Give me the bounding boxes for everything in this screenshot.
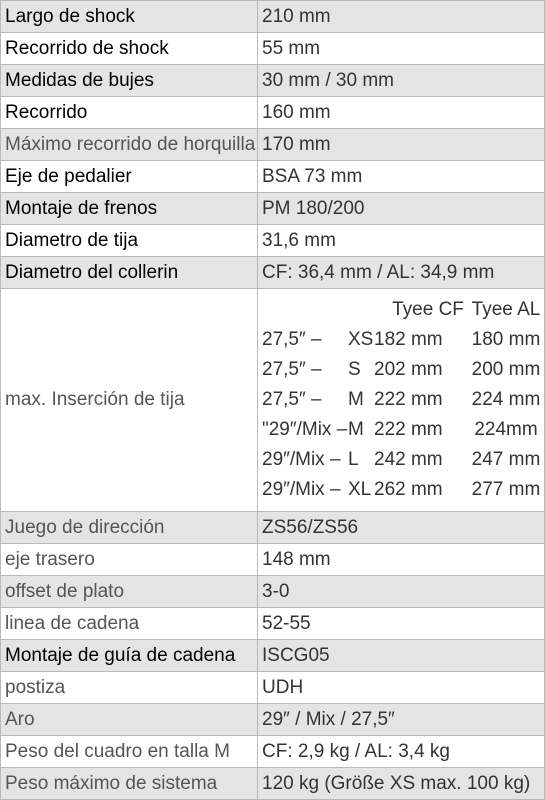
table-row xyxy=(1,544,545,576)
spec-label: Eje de pedalier xyxy=(1,161,258,193)
al-value: 224mm xyxy=(474,419,538,440)
spec-label: Peso máximo de sistema xyxy=(1,768,258,800)
spec-value: ZS56/ZS56 xyxy=(258,512,545,544)
table-row xyxy=(1,640,545,672)
spec-label: Diametro del collerin xyxy=(1,257,258,289)
al-value: 200 mm xyxy=(471,359,541,380)
spec-label: postiza xyxy=(1,672,258,704)
spec-value: 120 kg (Größe XS max. 100 kg) xyxy=(258,768,545,800)
spec-value: 3-0 xyxy=(258,576,545,608)
insertion-header xyxy=(262,295,544,325)
spec-value: CF: 36,4 mm / AL: 34,9 mm xyxy=(258,257,545,289)
frame-size: M xyxy=(348,419,364,440)
insertion-row xyxy=(262,355,544,385)
cf-value: 182 mm xyxy=(374,329,443,350)
spec-label: Aro xyxy=(1,704,258,736)
table-row xyxy=(1,1,545,33)
insertion-row xyxy=(262,415,544,445)
table-row xyxy=(1,193,545,225)
frame-size: S xyxy=(348,359,361,380)
cf-value: 202 mm xyxy=(374,359,443,380)
spec-label: Montaje de frenos xyxy=(1,193,258,225)
spec-label: eje trasero xyxy=(1,544,258,576)
cf-value: 262 mm xyxy=(374,479,443,500)
wheel-size: 29″/Mix – xyxy=(262,479,341,500)
spec-value: BSA 73 mm xyxy=(258,161,545,193)
spec-label: Largo de shock xyxy=(1,1,258,33)
spec-value: CF: 2,9 kg / AL: 3,4 kg xyxy=(258,736,545,768)
table-row xyxy=(1,672,545,704)
insertion-row xyxy=(262,475,544,505)
al-value: 247 mm xyxy=(471,449,541,470)
spec-label: Juego de dirección xyxy=(1,512,258,544)
table-row xyxy=(1,576,545,608)
table-row xyxy=(1,768,545,800)
table-row xyxy=(1,704,545,736)
table-row xyxy=(1,608,545,640)
table-row xyxy=(1,512,545,544)
al-value: 277 mm xyxy=(471,479,541,500)
insertion-grid xyxy=(262,289,544,511)
spec-value: 31,6 mm xyxy=(258,225,545,257)
spec-value: 29″ / Mix / 27,5″ xyxy=(258,704,545,736)
wheel-size: "29″/Mix – xyxy=(262,419,348,440)
spec-value: 210 mm xyxy=(258,1,545,33)
spec-label: Recorrido xyxy=(1,97,258,129)
spec-label: Montaje de guía de cadena xyxy=(1,640,258,672)
wheel-size: 27,5″ – xyxy=(262,329,322,350)
spec-value: ISCG05 xyxy=(258,640,545,672)
spec-value: UDH xyxy=(258,672,545,704)
header-tyee-al: Tyee AL xyxy=(471,299,541,320)
spec-value: PM 180/200 xyxy=(258,193,545,225)
spec-value: 148 mm xyxy=(258,544,545,576)
table-row xyxy=(1,65,545,97)
cf-value: 242 mm xyxy=(374,449,443,470)
cf-value: 222 mm xyxy=(374,419,443,440)
frame-size: XL xyxy=(348,479,372,500)
spec-value: 52-55 xyxy=(258,608,545,640)
wheel-size: 27,5″ – xyxy=(262,389,322,410)
spec-value: 55 mm xyxy=(258,33,545,65)
table-row-insertion xyxy=(1,289,545,512)
spec-label: offset de plato xyxy=(1,576,258,608)
table-row xyxy=(1,33,545,65)
insertion-row xyxy=(262,445,544,475)
al-value: 224 mm xyxy=(471,389,541,410)
spec-label: Recorrido de shock xyxy=(1,33,258,65)
spec-value: 160 mm xyxy=(258,97,545,129)
spec-label: Medidas de bujes xyxy=(1,65,258,97)
spec-label: Diametro de tija xyxy=(1,225,258,257)
spec-label: Máximo recorrido de horquilla xyxy=(1,129,258,161)
insertion-row xyxy=(262,325,544,355)
frame-size: L xyxy=(348,449,359,470)
wheel-size: 29″/Mix – xyxy=(262,449,341,470)
spec-label: max. Inserción de tija xyxy=(1,289,258,512)
al-value: 180 mm xyxy=(471,329,541,350)
spec-label: linea de cadena xyxy=(1,608,258,640)
spec-label: Peso del cuadro en talla M xyxy=(1,736,258,768)
table-row xyxy=(1,97,545,129)
wheel-size: 27,5″ – xyxy=(262,359,322,380)
insertion-row xyxy=(262,385,544,415)
header-tyee-cf: Tyee CF xyxy=(392,299,464,320)
table-row xyxy=(1,225,545,257)
table-row xyxy=(1,129,545,161)
frame-size: M xyxy=(348,389,364,410)
table-row xyxy=(1,736,545,768)
cf-value: 222 mm xyxy=(374,389,443,410)
table-row xyxy=(1,161,545,193)
table-row xyxy=(1,257,545,289)
insertion-values xyxy=(258,289,545,512)
spec-value: 30 mm / 30 mm xyxy=(258,65,545,97)
frame-size: XS xyxy=(348,329,374,350)
spec-value: 170 mm xyxy=(258,129,545,161)
